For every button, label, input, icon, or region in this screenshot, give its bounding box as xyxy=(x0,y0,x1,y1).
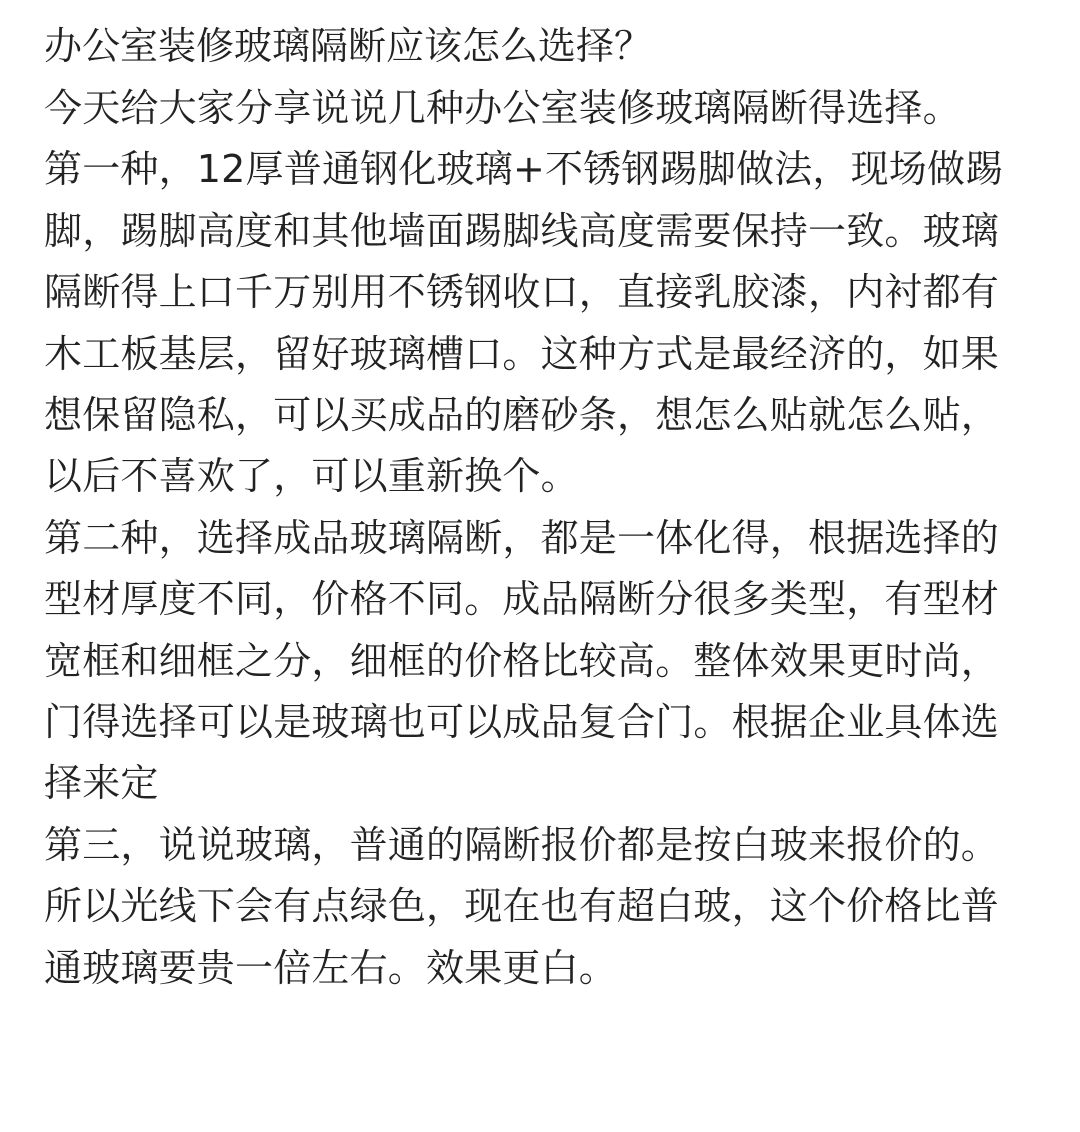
article-title: 办公室装修玻璃隔断应该怎么选择？ xyxy=(44,24,653,68)
article xyxy=(44,18,1034,999)
paragraph-option-two: 第二种，选择成品玻璃隔断，都是一体化得，根据选择的型材厚度不同，价格不同。成品隔断分很多类型，有型材宽框和细框之分，细框的价格比较高。整体效果更时尚，门得选择可以是玻璃也可以成品复合门。根据企业具体选择来定 xyxy=(44,515,1000,806)
paragraph-option-one: 第一种，12厚普通钢化玻璃+不锈钢踢脚做法，现场做踢脚，踢脚高度和其他墙面踢脚线高度需要保持一致。玻璃隔断得上口千万别用不锈钢收口，直接乳胶漆，内衬都有木工板基层，留好玻璃槽口。这种方式是最经济的，如果想保留隐私，可以买成品的磨砂条，想怎么贴就怎么贴，以后不喜欢了，可以重新换个。 xyxy=(44,147,1004,499)
paragraph-option-three: 第三，说说玻璃，普通的隔断报价都是按白玻来报价的。所以光线下会有点绿色，现在也有超白玻，这个价格比普通玻璃要贵一倍左右。效果更白。 xyxy=(44,822,1000,990)
article-body xyxy=(44,78,1034,999)
paragraph-intro: 今天给大家分享说说几种办公室装修玻璃隔断得选择。 xyxy=(44,86,961,130)
